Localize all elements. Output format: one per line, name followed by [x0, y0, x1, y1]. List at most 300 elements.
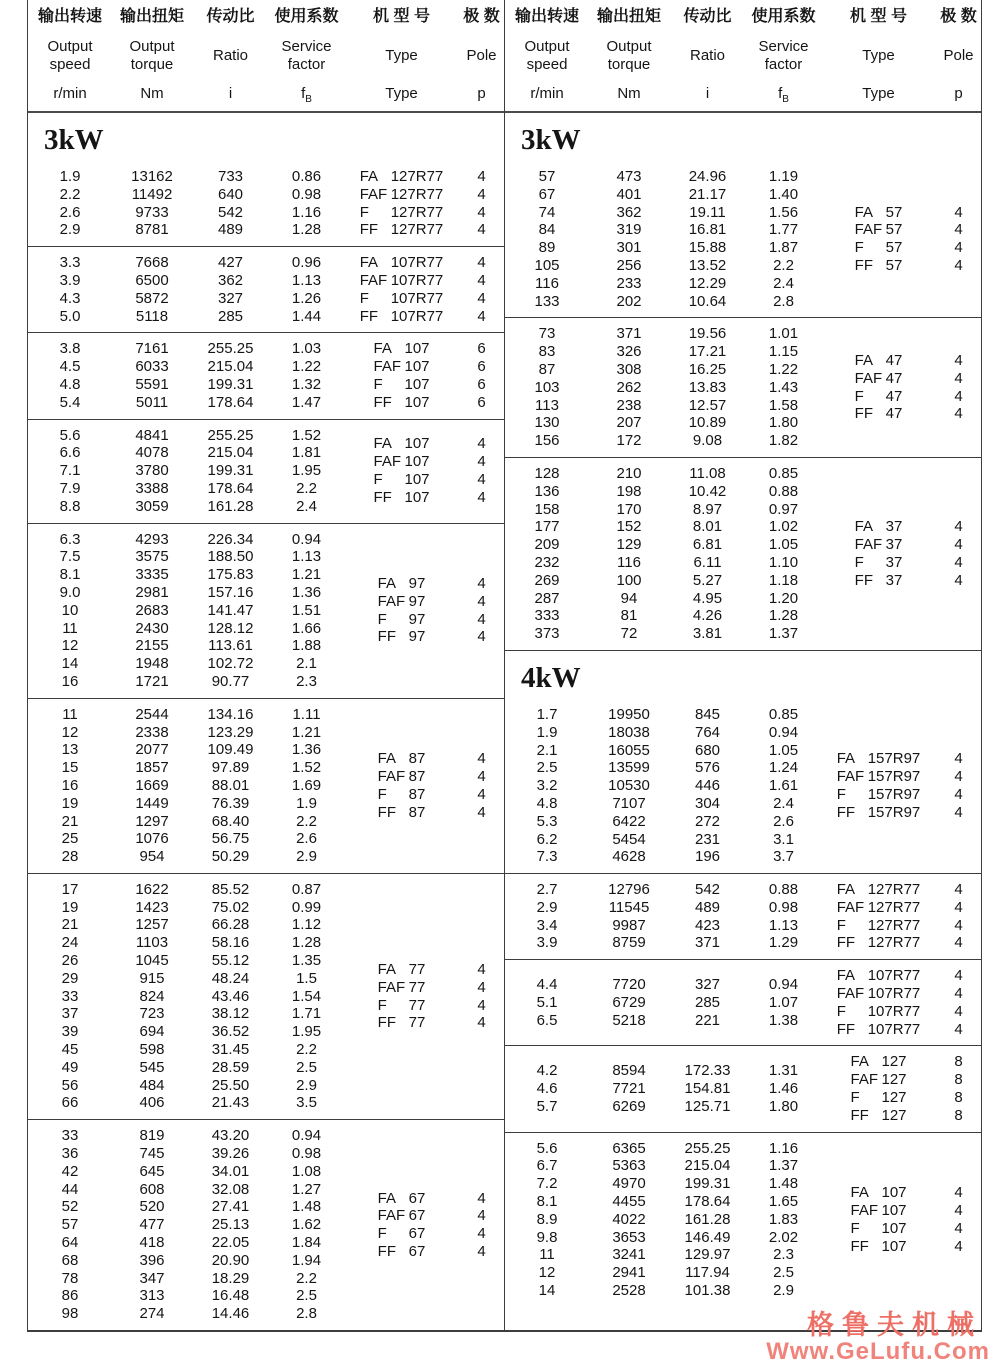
group-rows [28, 254, 344, 325]
table-cell: 1449 [135, 794, 169, 812]
spec-group [505, 873, 981, 959]
table-cell: 9.0 [59, 583, 81, 601]
type-line [821, 554, 981, 572]
table-cell: 1.80 [768, 414, 799, 432]
type-line [821, 1053, 981, 1071]
group-types [821, 1184, 981, 1255]
table-cell: 1.81 [291, 444, 322, 462]
type-size: 127R77 [390, 203, 444, 221]
table-cell: 3.4 [536, 916, 558, 934]
table-cell: 125.71 [684, 1097, 731, 1115]
table-cell: 152 [616, 518, 642, 536]
type-cell [344, 611, 459, 629]
type-cell [344, 376, 459, 394]
group-rows [505, 168, 821, 310]
type-line [821, 1107, 981, 1125]
table-cell: 16.25 [688, 360, 727, 378]
pole-cell: 4 [477, 203, 486, 221]
table-cell: 19.11 [689, 203, 726, 221]
table-cell: 327 [694, 976, 721, 994]
pole-cell: 4 [477, 803, 486, 821]
table-cell: 178.64 [207, 479, 254, 497]
type-cell [344, 221, 459, 239]
table-cell: 2.5 [536, 759, 558, 777]
type-size: 57 [885, 239, 903, 257]
type-size: 157R97 [867, 750, 921, 768]
table-cell: 12 [538, 1264, 556, 1282]
group-rows [505, 881, 821, 952]
table-row [28, 1059, 344, 1077]
table-cell: 161.28 [684, 1210, 731, 1228]
table-row [28, 1234, 344, 1252]
table-row [505, 777, 821, 795]
table-cell: 3.7 [773, 848, 794, 866]
table-cell: 0.87 [291, 880, 322, 898]
type-prefix: FAF [377, 978, 406, 996]
group-types [344, 961, 504, 1032]
type-prefix: FA [377, 575, 396, 593]
pole-cell: 4 [477, 960, 486, 978]
type-size: 107 [881, 1237, 907, 1255]
type-cell [344, 804, 459, 822]
type-size: 127R77 [867, 934, 921, 952]
pole-cell: 4 [954, 1002, 963, 1020]
group-rows [505, 325, 821, 450]
table-cell: 64 [61, 1234, 79, 1252]
type-cell [821, 1021, 936, 1039]
table-row [505, 186, 821, 204]
table-cell: 74 [538, 203, 556, 221]
type-cell [821, 1107, 936, 1125]
type-line [344, 435, 504, 453]
table-cell: 66.28 [211, 916, 250, 934]
type-line [344, 575, 504, 593]
pole-cell: 4 [954, 985, 963, 1003]
type-prefix: FF [836, 803, 856, 821]
table-cell: 4.6 [536, 1080, 558, 1098]
pole-cell: 4 [954, 934, 963, 952]
type-line [344, 340, 504, 358]
table-cell: 1.10 [768, 553, 799, 571]
pole-cell: 8 [954, 1071, 963, 1089]
table-cell: 45 [61, 1041, 79, 1059]
table-cell: 129 [616, 536, 642, 554]
type-size: 107R77 [390, 289, 444, 307]
table-row [28, 444, 344, 462]
table-cell: 4293 [135, 530, 169, 548]
type-cell [821, 1071, 936, 1089]
table-cell: 146.49 [684, 1228, 731, 1246]
header-label-en: Pole [943, 47, 974, 64]
type-cell [344, 394, 459, 412]
table-cell: 11545 [608, 898, 650, 916]
table-cell: 33 [61, 1127, 79, 1145]
type-size: 157R97 [867, 768, 921, 786]
table-cell: 94 [620, 589, 638, 607]
table-row [28, 358, 344, 376]
pole-cell: 4 [954, 750, 963, 768]
table-cell: 1.27 [291, 1180, 322, 1198]
type-line [821, 518, 981, 536]
table-cell: 1.5 [296, 969, 317, 987]
type-prefix: FAF [359, 185, 388, 203]
table-cell: 109.49 [207, 741, 254, 759]
table-row [28, 548, 344, 566]
type-line [821, 750, 981, 768]
pole-cell: 4 [477, 750, 486, 768]
type-text [837, 1003, 921, 1021]
table-cell: 333 [534, 607, 560, 625]
table-cell: 1.37 [768, 1157, 799, 1175]
table-cell: 3335 [135, 566, 169, 584]
table-cell: 101.38 [684, 1282, 731, 1300]
table-cell: 10.64 [688, 292, 727, 310]
type-size: 77 [408, 996, 426, 1014]
table-cell: 5118 [135, 307, 169, 325]
table-cell: 10.42 [688, 482, 727, 500]
table-cell: 4.3 [59, 289, 81, 307]
table-cell: 116 [535, 274, 559, 292]
type-prefix: FA [854, 352, 873, 370]
type-cell [344, 168, 459, 186]
table-row [28, 584, 344, 602]
header-unit: r/min [53, 85, 87, 102]
type-text [373, 435, 429, 453]
type-cell [344, 489, 459, 507]
type-text [850, 1053, 906, 1071]
pole-cell: 4 [477, 453, 486, 471]
table-cell: 56.75 [211, 830, 250, 848]
header-cell [505, 5, 589, 111]
table-cell: 0.94 [768, 976, 799, 994]
table-cell: 7.2 [536, 1175, 558, 1193]
type-line [344, 1243, 504, 1261]
header-label-en: Ratio [689, 47, 726, 64]
table-cell: 11492 [131, 185, 173, 203]
header-unit: $f_B$ [301, 85, 312, 105]
table-cell: 7161 [135, 340, 169, 358]
table-cell: 8781 [135, 221, 169, 239]
table-cell: 7.5 [59, 548, 81, 566]
table-row [505, 1157, 821, 1175]
header-cell [589, 5, 669, 111]
group-types [821, 204, 981, 275]
type-text [837, 985, 921, 1003]
type-prefix: FAF [373, 358, 401, 376]
table-header [505, 0, 981, 113]
pole-cell: 4 [954, 916, 963, 934]
table-cell: 0.98 [291, 1145, 322, 1163]
type-line [344, 1190, 504, 1208]
table-cell: 8594 [612, 1062, 646, 1080]
type-prefix: FA [836, 967, 856, 985]
type-prefix: FA [377, 750, 396, 768]
type-prefix: FAF [854, 369, 883, 387]
table-cell: 542 [694, 881, 721, 899]
table-cell: 8759 [612, 934, 646, 952]
table-cell: 21.43 [211, 1094, 250, 1112]
table-cell: 134.16 [207, 705, 254, 723]
table-cell: 1.37 [768, 625, 799, 643]
type-text [378, 961, 426, 979]
table-cell: 56 [61, 1076, 79, 1094]
pole-cell: 4 [477, 289, 486, 307]
table-cell: 215.04 [684, 1157, 731, 1175]
table-cell: 489 [217, 221, 244, 239]
table-cell: 1.48 [768, 1175, 799, 1193]
type-prefix: FAF [836, 898, 865, 916]
table-cell: 17.21 [688, 343, 727, 361]
table-cell: 1.9 [59, 168, 81, 185]
table-cell: 287 [534, 589, 560, 607]
table-cell: 98 [61, 1305, 79, 1323]
table-cell: 1.46 [768, 1080, 799, 1098]
table-cell: 113.61 [208, 637, 253, 655]
table-cell: 87 [538, 360, 556, 378]
type-text [373, 489, 429, 507]
table-row [28, 204, 344, 222]
spec-group [505, 161, 981, 317]
table-cell: 477 [139, 1216, 165, 1234]
type-cell [821, 786, 936, 804]
table-cell: 6269 [612, 1097, 646, 1115]
table-cell: 5872 [135, 289, 169, 307]
table-cell: 1.28 [768, 607, 799, 625]
table-cell: 38.12 [211, 1005, 250, 1023]
table-cell: 157.16 [207, 583, 254, 601]
table-cell: 2.1 [296, 655, 317, 673]
table-cell: 2544 [135, 705, 169, 723]
table-cell: 2.2 [59, 185, 81, 203]
table-cell: 680 [694, 741, 721, 759]
type-prefix: FAF [850, 1071, 878, 1089]
type-line [821, 768, 981, 786]
table-cell: 2981 [135, 583, 169, 601]
table-cell: 427 [217, 254, 244, 272]
table-cell: 3.2 [536, 777, 558, 795]
table-cell: 1.87 [768, 239, 799, 257]
table-cell: 73 [538, 325, 556, 343]
pole-cell: 4 [477, 996, 486, 1014]
table-row [28, 620, 344, 638]
table-row [505, 361, 821, 379]
table-row [28, 308, 344, 326]
type-size: 127 [881, 1053, 907, 1071]
type-line [821, 1003, 981, 1021]
type-size: 107 [404, 393, 430, 411]
table-cell: 130 [534, 414, 560, 432]
table-row [505, 325, 821, 343]
pole-cell: 4 [954, 518, 963, 536]
table-cell: 2.6 [296, 830, 317, 848]
table-cell: 4455 [612, 1193, 646, 1211]
table-cell: 231 [694, 830, 721, 848]
table-cell: 5.0 [59, 307, 81, 325]
type-text [850, 1238, 906, 1256]
table-cell: 78 [61, 1269, 79, 1287]
table-cell: 1103 [135, 934, 169, 952]
type-prefix: F [850, 1089, 860, 1107]
spec-group [505, 317, 981, 457]
type-line [821, 985, 981, 1003]
type-text [360, 204, 444, 222]
type-line [344, 768, 504, 786]
table-cell: 177 [534, 518, 560, 536]
table-cell: 2.9 [296, 1076, 317, 1094]
table-cell: 3.3 [59, 254, 81, 272]
table-cell: 3.9 [59, 271, 81, 289]
table-cell: 1.19 [768, 168, 799, 185]
type-line [344, 290, 504, 308]
table-cell: 102.72 [207, 655, 254, 673]
table-cell: 1.83 [768, 1210, 799, 1228]
table-cell: 4.95 [692, 589, 723, 607]
section-title: 4kW [505, 650, 981, 699]
type-prefix: FA [850, 1184, 869, 1202]
table-cell: 301 [616, 239, 642, 257]
table-row [28, 706, 344, 724]
pole-cell: 6 [477, 375, 486, 393]
spec-group [505, 1132, 981, 1307]
table-row [28, 1287, 344, 1305]
group-rows [28, 168, 344, 239]
table-cell: 954 [139, 848, 165, 866]
type-prefix: F [377, 1225, 387, 1243]
table-cell: 3059 [135, 497, 169, 515]
table-cell: 24 [61, 934, 79, 952]
type-cell [821, 554, 936, 572]
type-prefix: FF [377, 1242, 396, 1260]
table-cell: 12 [61, 637, 79, 655]
type-size: 97 [408, 592, 426, 610]
group-rows [505, 706, 821, 866]
header-unit: p [954, 85, 963, 102]
spec-group [28, 161, 504, 246]
table-cell: 29 [61, 969, 79, 987]
type-cell [821, 1089, 936, 1107]
type-line [344, 358, 504, 376]
table-row [505, 1282, 821, 1300]
table-row [28, 394, 344, 412]
type-cell [821, 405, 936, 423]
header-label-en: Output speed [524, 38, 570, 73]
type-prefix: F [373, 471, 383, 489]
header-label-zh: 极 数 [463, 8, 500, 25]
type-cell [821, 204, 936, 222]
table-cell: 36 [61, 1145, 79, 1163]
type-prefix: F [836, 1002, 846, 1020]
table-cell: 202 [616, 292, 642, 310]
pole-cell: 4 [477, 575, 486, 593]
group-rows [28, 881, 344, 1112]
type-cell [821, 370, 936, 388]
watermark-url-text: Www.GeLufu.Com [766, 1338, 990, 1365]
type-text [837, 804, 921, 822]
table-cell: 68 [61, 1251, 79, 1269]
type-prefix: F [850, 1219, 860, 1237]
type-cell [344, 308, 459, 326]
table-cell: 57 [61, 1216, 79, 1234]
table-cell: 25 [61, 830, 79, 848]
table-cell: 13599 [608, 759, 650, 777]
header-label-en: Type [385, 47, 418, 64]
group-types [344, 340, 504, 411]
type-cell [344, 593, 459, 611]
table-cell: 10.89 [688, 414, 727, 432]
type-prefix: FF [377, 1014, 396, 1032]
type-line [821, 1071, 981, 1089]
table-cell: 207 [616, 414, 642, 432]
type-prefix: FAF [377, 592, 406, 610]
table-cell: 256 [616, 256, 642, 274]
header-unit: r/min [530, 85, 564, 102]
type-cell [821, 1238, 936, 1256]
type-size: 157R97 [867, 803, 921, 821]
table-row [28, 427, 344, 445]
type-cell [821, 934, 936, 952]
table-cell: 285 [217, 307, 244, 325]
type-line [344, 376, 504, 394]
type-cell [344, 786, 459, 804]
table-cell: 4022 [612, 1210, 646, 1228]
table-cell: 1.65 [768, 1193, 799, 1211]
table-cell: 1.54 [291, 987, 322, 1005]
table-cell: 7107 [612, 794, 646, 812]
type-line [821, 786, 981, 804]
table-row [28, 1181, 344, 1199]
type-cell [821, 352, 936, 370]
table-row [505, 1012, 821, 1030]
type-size: 87 [408, 803, 426, 821]
header-label-en: Pole [466, 47, 497, 64]
table-cell: 19950 [608, 705, 650, 723]
table-cell: 6.3 [59, 530, 81, 548]
table-cell: 1669 [135, 776, 169, 794]
table-cell: 484 [139, 1076, 165, 1094]
table-cell: 545 [139, 1058, 165, 1076]
table-cell: 396 [139, 1251, 165, 1269]
table-cell: 90.77 [211, 672, 250, 690]
type-line [821, 370, 981, 388]
table-cell: 226.34 [207, 530, 254, 548]
table-cell: 446 [694, 777, 721, 795]
table-row [505, 813, 821, 831]
table-row [28, 1145, 344, 1163]
type-size: 127R77 [867, 916, 921, 934]
table-cell: 6.2 [536, 830, 558, 848]
table-cell: 1.01 [768, 325, 799, 343]
type-text [378, 786, 426, 804]
pole-cell: 4 [477, 1014, 486, 1032]
table-cell: 7668 [135, 254, 169, 272]
pole-cell: 4 [954, 803, 963, 821]
table-cell: 10 [61, 601, 79, 619]
type-cell [821, 881, 936, 899]
table-cell: 1.80 [768, 1097, 799, 1115]
table-cell: 2.3 [296, 672, 317, 690]
spec-group [28, 1119, 504, 1330]
table-cell: 33 [61, 987, 79, 1005]
table-cell: 16 [61, 776, 79, 794]
type-cell [344, 961, 459, 979]
type-text [855, 405, 903, 423]
table-row [28, 566, 344, 584]
header-label-zh: 机 型 号 [850, 8, 907, 25]
type-prefix: FAF [854, 536, 883, 554]
table-cell: 2941 [612, 1264, 646, 1282]
type-line [821, 1202, 981, 1220]
pole-cell: 6 [477, 340, 486, 358]
